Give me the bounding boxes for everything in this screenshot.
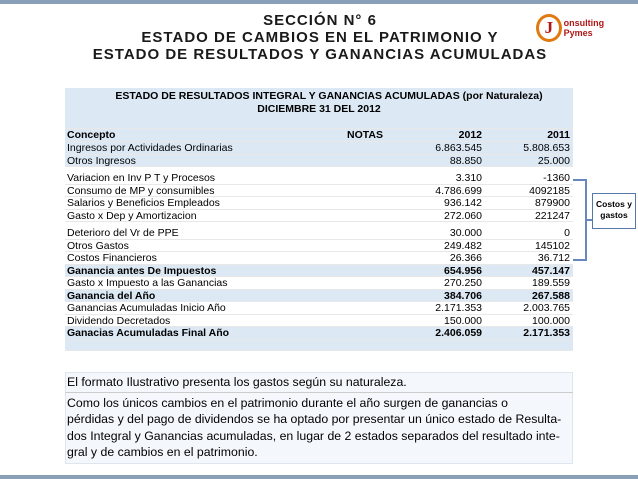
cell-2011: 189.559: [532, 277, 570, 289]
cell-notas: [330, 315, 400, 327]
cell-2011: 2.003.765: [523, 302, 570, 314]
cell-2012: 88.850: [449, 154, 482, 167]
top-decoration: [0, 0, 638, 4]
table-row: [65, 240, 573, 253]
table-date: DICIEMBRE 31 DEL 2012: [257, 103, 381, 115]
explanation-line-3: pérdidas y del pago de dividendos se ha optado por presentar un único estado de Resulta-: [67, 412, 562, 426]
cell-notas: [330, 265, 400, 277]
cell-notas: [330, 240, 400, 252]
cell-2011: 267.588: [532, 289, 570, 302]
cell-2012: 4.786.699: [435, 184, 482, 197]
column-header-row: [65, 129, 573, 142]
cell-concepto: Consumo de MP y consumibles: [67, 184, 215, 196]
col-concepto: Concepto: [67, 129, 116, 141]
explanation-line-5: gral y de cambios en el patrimonio.: [67, 445, 258, 459]
table-title: ESTADO DE RESULTADOS INTEGRAL Y GANANCIAS ACUMULADAS (por Naturaleza): [115, 90, 543, 102]
cell-concepto: Gasto x Impuesto a las Ganancias: [67, 277, 228, 289]
table-row: [65, 155, 573, 168]
title-line-2: ESTADO DE CAMBIOS EN EL PATRIMONIO Y: [141, 29, 499, 46]
table-row: [65, 172, 573, 185]
cell-notas: [330, 155, 400, 167]
cell-2011: 145102: [534, 239, 570, 252]
cell-concepto: Ganancia antes De Impuestos: [67, 264, 217, 276]
table-row: [65, 197, 573, 210]
cell-notas: [330, 142, 400, 154]
cell-2011: -1360: [543, 172, 570, 184]
cell-concepto: Costos Financieros: [67, 252, 157, 264]
cell-2011: 100.000: [532, 314, 570, 327]
cell-concepto: Gasto x Dep y Amortizacion: [67, 209, 197, 221]
cell-2011: 5.808.653: [523, 142, 570, 154]
explanation-line-2: Como los únicos cambios en el patrimonio durante el año surgen de ganancias o: [67, 395, 508, 410]
logo-mark: J: [536, 14, 562, 42]
cell-2012: 384.706: [444, 289, 482, 302]
logo-text: onsulting Pymes: [563, 18, 605, 38]
cell-2011: 457.147: [532, 264, 570, 277]
table-row: [65, 227, 573, 240]
cell-notas: [330, 210, 400, 222]
cell-2012: 2.171.353: [435, 302, 482, 314]
cell-2011: 0: [564, 227, 570, 239]
cell-notas: [330, 185, 400, 197]
title-line-3: ESTADO DE RESULTADOS Y GANANCIAS ACUMULADAS: [92, 46, 548, 63]
table-row: [65, 252, 573, 265]
income-statement-table: [65, 88, 573, 351]
table-row: [65, 315, 573, 328]
spacer-row: [65, 118, 573, 129]
cell-2012: 249.482: [444, 239, 482, 252]
cell-2011: 4092185: [529, 184, 570, 197]
cell-2012: 150.000: [444, 314, 482, 327]
cell-notas: [330, 302, 400, 314]
cell-notas: [330, 290, 400, 302]
cell-2011: 879900: [534, 197, 570, 209]
spacer-row: [65, 340, 573, 351]
explanation-text: [65, 374, 573, 461]
cell-2012: 270.250: [444, 277, 482, 289]
table-row: [65, 185, 573, 198]
cell-2011: 36.712: [537, 252, 570, 264]
col-2011: 2011: [547, 129, 570, 141]
cell-2012: 26.366: [449, 252, 482, 264]
table-row: [65, 265, 573, 278]
table-row: [65, 142, 573, 155]
cell-notas: [330, 252, 400, 264]
cell-2012: 654.956: [444, 264, 482, 277]
table-row: [65, 327, 573, 340]
cell-2011: 2.171.353: [523, 327, 570, 339]
cell-2011: 25.000: [537, 154, 570, 167]
cell-concepto: Deterioro del Vr de PPE: [67, 227, 179, 239]
cell-notas: [330, 327, 400, 339]
cell-concepto: Otros Ingresos: [67, 154, 136, 166]
section-title: SECCIÓN N° 6: [263, 12, 377, 29]
costs-note: [592, 193, 636, 229]
table-row: [65, 302, 573, 315]
cell-2012: 6.863.545: [435, 142, 482, 154]
cell-2012: 272.060: [444, 209, 482, 222]
cell-2012: 2.406.059: [435, 327, 482, 339]
cell-notas: [330, 277, 400, 289]
cell-concepto: Salarios y Beneficios Empleados: [67, 197, 220, 209]
cell-notas: [330, 227, 400, 239]
costs-note-line2: gastos: [600, 210, 628, 220]
table-row: [65, 210, 573, 223]
cell-notas: [330, 172, 400, 184]
table-row: [65, 290, 573, 303]
explanation-line-4: dos Integral y Ganancias acumuladas, en lugar de 2 estados separados del resultado inte-: [67, 428, 560, 443]
cell-concepto: Otros Gastos: [67, 239, 129, 251]
cell-2012: 30.000: [449, 227, 482, 239]
company-logo: [536, 10, 628, 46]
cell-notas: [330, 197, 400, 209]
cell-concepto: Ganacias Acumuladas Final Año: [67, 327, 230, 339]
cell-2012: 3.310: [455, 172, 482, 184]
cell-concepto: Ganancias Acumuladas Inicio Año: [67, 302, 226, 314]
cell-concepto: Ingresos por Actividades Ordinarias: [67, 142, 233, 154]
col-2012: 2012: [458, 129, 482, 141]
explanation-line-1: El formato Ilustrativo presenta los gastos según su naturaleza.: [65, 374, 573, 393]
col-notas: NOTAS: [347, 129, 383, 141]
cell-concepto: Dividendo Decretados: [67, 314, 171, 326]
costs-note-line1: Costos y: [596, 199, 632, 209]
costs-bracket: [573, 179, 587, 261]
cell-concepto: Ganancia del Año: [67, 289, 156, 301]
bottom-decoration: [0, 475, 638, 479]
table-row: [65, 277, 573, 290]
cell-2011: 221247: [534, 209, 570, 222]
cell-concepto: Variacion en Inv P T y Procesos: [67, 172, 216, 184]
table-header: [65, 88, 573, 118]
cell-2012: 936.142: [444, 197, 482, 209]
